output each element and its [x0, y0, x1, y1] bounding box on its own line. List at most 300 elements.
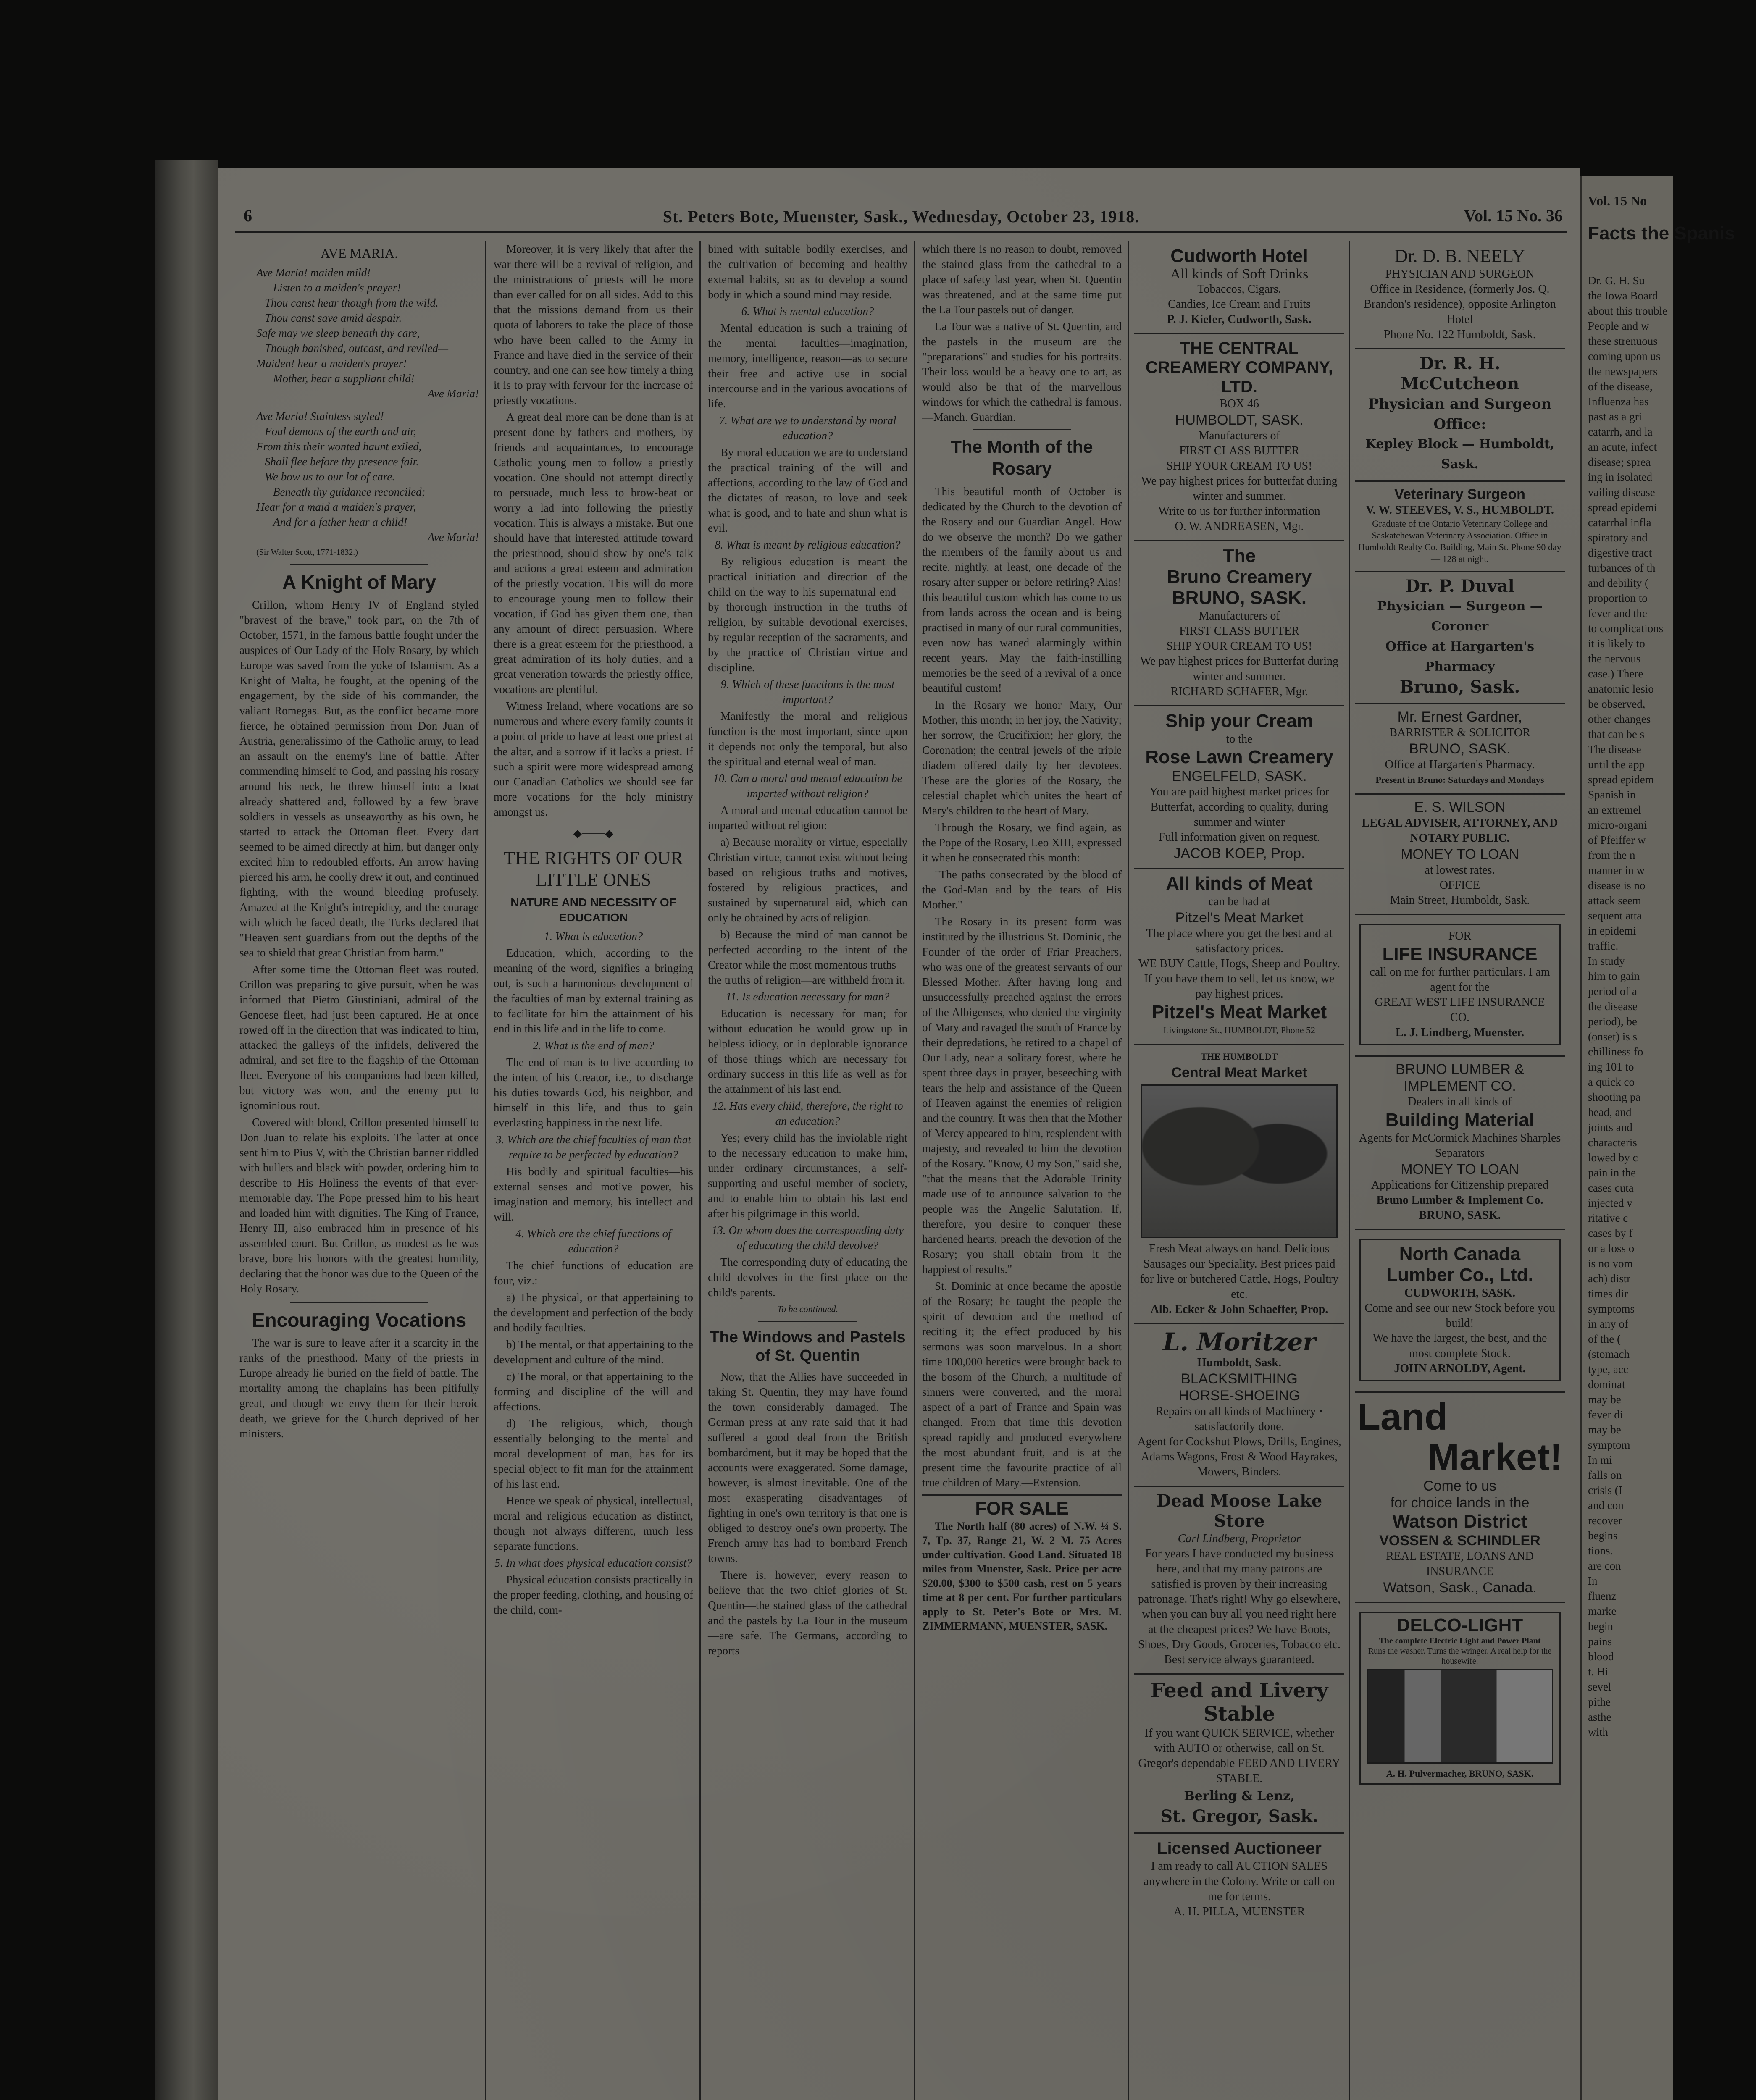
adjacent-text-line: with	[1588, 1726, 1609, 1738]
ad-line: BOX 46	[1219, 397, 1259, 410]
poem-line: Maiden! hear a maiden's prayer!	[256, 357, 407, 370]
ad-line: ENGELFELD, SASK.	[1172, 768, 1307, 784]
ad-title: LIFE INSURANCE	[1382, 944, 1538, 964]
ad-line: SHIP YOUR CREAM TO US!	[1166, 640, 1312, 653]
ad-line: All kinds of Soft Drinks	[1170, 266, 1309, 282]
ad-line: Kepley Block — Humboldt, Sask.	[1365, 437, 1555, 472]
article-paragraph: A moral and mental education cannot be imparted without religion:	[708, 804, 907, 832]
volume-number: Vol. 15 No. 36	[1464, 206, 1563, 225]
ad-line: JOHN ARNOLDY, Agent.	[1394, 1362, 1526, 1375]
ad-line: Present in Bruno: Saturdays and Mondays	[1375, 774, 1544, 785]
ad-line: Carl Lindberg, Proprietor	[1178, 1532, 1301, 1545]
divider	[758, 1321, 857, 1322]
ad-title: Dr. R. H. McCutcheon	[1400, 354, 1519, 394]
ad-line: Livingstone St., HUMBOLDT, Phone 52	[1163, 1025, 1315, 1035]
poem-line: Shall flee before thy presence fair.	[265, 455, 419, 468]
ad-line: Tobaccos, Cigars,	[1197, 283, 1281, 296]
ad-line: MONEY TO LOAN	[1401, 1161, 1519, 1177]
ad-title: Feed and Livery Stable	[1150, 1679, 1328, 1726]
article-paragraph: Covered with blood, Crillon presented himself to Don Juan to relate his exploits. The latter at once sent him to Pius V, with the Christian banner riddled with bullets and black with powder, ordering him to describe to His Holiness the events of that ever-memorable day. The Pope pressed him to his heart and loaded him with dignities. The King of France, Henry III, also embraced him in presence of his assembled court. But Crillon, as modest as he was brave, bore his honors with the greatest humility, declaring that the honor was due to the Queen of the Holy Rosary.	[239, 1116, 479, 1295]
ad-line: FIRST CLASS BUTTER	[1179, 444, 1299, 457]
adjacent-text-line: ing 101 to	[1588, 1060, 1634, 1073]
ad-line: I am ready to call AUCTION SALES anywhere in the Colony. Write or call on me for terms.	[1144, 1860, 1335, 1903]
ad-line: Bruno Lumber & Implement Co. BRUNO, SASK.	[1376, 1194, 1543, 1222]
poem-line: Ave Maria!	[427, 387, 479, 400]
question: 7. What are we to understand by moral education?	[719, 414, 896, 442]
for-sale-text: The North half (80 acres) of N.W. ¼ S. 7, Tp. 37, Range 21, W. 2 M. 75 Acres under cultivation. Good Land. Situated 18 miles from Muenster, Sask. Price per acre $20.00, $300 to $500 cash, rest on 5 years time at 8 per cent. For further particulars apply to St. Peter's Bote or Mrs. M. ZIMMERMANN, MUENSTER, SASK.	[922, 1520, 1122, 1632]
adjacent-text-line: the Iowa Board	[1588, 289, 1658, 302]
adjacent-text-line: that can be s	[1588, 728, 1645, 740]
adjacent-text-line: characteris	[1588, 1136, 1637, 1149]
column-4	[922, 242, 1122, 1635]
ad-line: at lowest rates.	[1425, 864, 1495, 877]
adjacent-text-line: and con	[1588, 1499, 1624, 1512]
life-insurance-ad	[1355, 915, 1565, 1057]
adjacent-text-line: marke	[1588, 1605, 1617, 1617]
article-paragraph: By moral education we are to understand the practical training of the will and affections, according to the law of God and the dictates of reason, to love and seek what is good, and to hate and shun what is evil.	[708, 446, 907, 534]
adjacent-text-line: sequent atta	[1588, 909, 1642, 922]
adjacent-text-line: micro-organi	[1588, 819, 1647, 831]
adjacent-text-line: pains	[1588, 1635, 1612, 1648]
question: 4. Which are the chief functions of education?	[515, 1227, 671, 1255]
article-paragraph: d) The religious, which, though essentially belonging to the mental and moral development of man, has for its special object to fit man for the attainment of his last end.	[494, 1417, 693, 1490]
article-paragraph: The war is sure to leave after it a scarcity in the ranks of the priesthood. Many of the priests in Europe already lie buried on the field of battle. The mortality among the chaplains has been pitifully great, and though we envy them for their heroic death, we grieve for the Church deprived of her ministers.	[239, 1336, 479, 1440]
ad-line: BRUNO, SASK.	[1172, 588, 1307, 608]
adjacent-text-line: period of a	[1588, 985, 1637, 998]
adjacent-text-line: anatomic lesio	[1588, 682, 1654, 695]
question: 2. What is the end of man?	[533, 1039, 654, 1052]
poem-line: Thou canst save amid despair.	[265, 312, 402, 324]
adjacent-text-line: cases by f	[1588, 1227, 1633, 1239]
article-paragraph: "The paths consecrated by the blood of the God-Man and by the tears of His Mother."	[922, 868, 1122, 911]
windows-title: The Windows and Pastels of St. Quentin	[710, 1328, 906, 1365]
ad-line: The complete Electric Light and Power Plant	[1379, 1636, 1541, 1646]
article-paragraph: There is, however, every reason to believe that the two chief glories of St. Quentin—the stained glass of the cathedral and the pastels by La Tour in the museum—are safe. The Germans, according to reports	[708, 1569, 907, 1657]
adjacent-text-line: spread epidem	[1588, 773, 1654, 786]
dr-duval-ad	[1355, 572, 1565, 704]
adjacent-text-line: In study	[1588, 955, 1625, 967]
rose-lawn-creamery-ad	[1134, 706, 1344, 869]
ad-title: Mr. Ernest Gardner,	[1397, 709, 1522, 725]
adjacent-text-line: lowed by c	[1588, 1151, 1638, 1164]
article-paragraph: This beautiful month of October is dedicated by the Church to the devotion of the Rosary and our Guardian Angel. How do we observe the month? Do we gather the members of the family about us and recite, nightly, at least, one decade of the rosary after supper or before retiring? Alas! this beautiful custom which has come to us from lands across the ocean and is being practised in many of our rural communities, even now has waned alarmingly within recent years. May the faith-instilling memories be the seed of a revival of a once beautiful custom!	[922, 485, 1122, 694]
adjacent-text-line: (stomach	[1588, 1348, 1630, 1360]
ad-line: Come to us	[1423, 1478, 1496, 1494]
article-paragraph: Hence we speak of physical, intellectual, moral and religious education as distinct, though not always different, much less separate functions.	[494, 1494, 693, 1552]
adjacent-text-line: blood	[1588, 1650, 1614, 1663]
question: 12. Has every child, therefore, the right to an education?	[712, 1100, 903, 1127]
butcher-shop-illustration	[1141, 1084, 1338, 1238]
ad-line: GREAT WEST LIFE INSURANCE CO.	[1375, 996, 1545, 1024]
ad-line: PHYSICIAN AND SURGEON	[1385, 268, 1535, 281]
rights-title: THE RIGHTS OF OUR LITTLE ONES	[504, 848, 683, 890]
adjacent-text-line: it is likely to	[1588, 637, 1645, 650]
article-paragraph: The chief functions of education are four, viz.:	[494, 1259, 693, 1287]
poem-line: Listen to a maiden's prayer!	[273, 281, 401, 294]
cudworth-hotel-ad	[1134, 242, 1344, 334]
article-paragraph: Through the Rosary, we find again, as the Pope of the Rosary, Leo XIII, expressed it when he consecrated this month:	[922, 821, 1122, 864]
question: 10. Can a moral and mental education be imparted without religion?	[713, 772, 902, 800]
poem-attribution: (Sir Walter Scott, 1771-1832.)	[256, 548, 358, 557]
ad-line: can be had at	[1208, 895, 1270, 908]
ad-line: Fresh Meat always on hand. Delicious Sausages our Speciality. Best prices paid for live or butchered Cattle, Hogs, Poultry etc.	[1140, 1242, 1339, 1301]
adjacent-text-line: crisis (I	[1588, 1484, 1622, 1496]
adjacent-text-line: of the disease,	[1588, 380, 1653, 393]
divider	[290, 1302, 428, 1303]
adjacent-text-line: chilliness fo	[1588, 1045, 1643, 1058]
adjacent-text-line: t. Hi	[1588, 1665, 1609, 1678]
ad-line: A. H. Pulvermacher, BRUNO, SASK.	[1386, 1768, 1534, 1779]
ad-title: L. Moritzer	[1163, 1328, 1316, 1356]
ad-line: Manufacturers of	[1199, 429, 1280, 442]
adjacent-text-line: of Pfeiffer w	[1588, 834, 1646, 846]
article-paragraph: A great deal more can be done than is at present done by fathers and mothers, by friends and acquaintances, to encourage Catholic young men to follow a priestly vocation. One should not attempt directly to persuade, much less to brow-beat or worry a lad into following the priestly vocation. This is always a mistake. But one should have that interested attitude toward the priesthood, should show by one's talk and actions a great esteem and admiration of the priestly vocation. This will do more to encourage young men to follow their vocation, if God has given them one, than any amount of direct persuasion. Where there is a great esteem for the priesthood, a great admiration of its holy duties, and a great veneration towards the priestly office, vocations are plentiful.	[494, 411, 693, 696]
adjacent-text-line: digestive tract	[1588, 546, 1652, 559]
column-rule	[485, 242, 486, 2100]
ad-line: RICHARD SCHAFER, Mgr.	[1170, 685, 1308, 698]
ad-line: Office at Hargarten's Pharmacy	[1385, 639, 1535, 674]
ad-line: BLACKSMITHING	[1181, 1371, 1298, 1387]
rights-subtitle: NATURE AND NECESSITY OF EDUCATION	[510, 896, 676, 924]
land-market-ad	[1355, 1393, 1565, 1603]
article-paragraph: By religious education is meant the practical initiation and direction of the child on the way to his supernatural end—by thorough instruction in the truths of religion, by suitable devotional exercises, by regular reception of the sacraments, and by the practice of Christian virtue and discipline.	[708, 555, 907, 674]
ad-line: SHIP YOUR CREAM TO US!	[1166, 459, 1312, 472]
ad-line: Physician and Surgeon	[1368, 396, 1552, 412]
newspaper-page	[218, 168, 1580, 2100]
ad-line: Come and see our new Stock before you build!	[1364, 1302, 1555, 1330]
ad-line: We pay highest prices for butterfat during winter and summer.	[1141, 475, 1338, 503]
article-paragraph: a) The physical, or that appertaining to the development and perfection of the body and bodily faculties.	[494, 1291, 693, 1334]
article-paragraph: Physical education consists practically in the proper feeding, clothing, and housing of the child, com-	[494, 1573, 693, 1616]
ad-line: BRUNO, SASK.	[1409, 741, 1511, 757]
poem-line: From this their wonted haunt exiled,	[256, 440, 422, 453]
es-wilson-ad	[1355, 795, 1565, 915]
adjacent-text-line: may be	[1588, 1423, 1621, 1436]
adjacent-text-line: vailing disease	[1588, 486, 1655, 499]
adjacent-text-line: may be	[1588, 1393, 1621, 1406]
ad-line: Watson, Sask., Canada.	[1383, 1580, 1537, 1596]
to-be-continued: To be continued.	[777, 1304, 839, 1314]
poem-line: And for a father hear a child!	[273, 516, 407, 528]
knight-title: A Knight of Mary	[282, 571, 436, 593]
poem-line: Hear for a maid a maiden's prayer,	[256, 501, 416, 513]
adjacent-text-line: ach) distr	[1588, 1272, 1631, 1285]
bruno-lumber-ad	[1355, 1057, 1565, 1230]
ad-line: If you want QUICK SERVICE, whether with AUTO or otherwise, call on St. Gregor's dependable FEED AND LIVERY STABLE.	[1138, 1727, 1341, 1785]
adjacent-text-line: recover	[1588, 1514, 1622, 1527]
ad-line: Applications for Citizenship prepared	[1371, 1179, 1549, 1192]
ad-title: Dead Moose Lake Store	[1156, 1491, 1322, 1531]
ad-line: CUDWORTH, SASK.	[1404, 1286, 1516, 1299]
ad-line: We have the largest, the best, and the most complete Stock.	[1372, 1332, 1547, 1360]
ad-line: FOR	[1448, 929, 1472, 942]
pitzel-meat-ad	[1134, 869, 1344, 1045]
adjacent-text-line: fluenz	[1588, 1590, 1617, 1602]
adjacent-text-line: ritative c	[1588, 1212, 1628, 1224]
adjacent-text-line: Influenza has	[1588, 395, 1649, 408]
masthead-title: St. Peters Bote, Muenster, Sask., Wednesday, October 23, 1918.	[662, 207, 1140, 226]
adjacent-text-line: case.) There	[1588, 667, 1643, 680]
ad-line: Humboldt, Sask.	[1197, 1356, 1281, 1369]
poem-line: Ave Maria! Stainless styled!	[256, 410, 384, 423]
ad-line: Building Material	[1385, 1110, 1535, 1130]
column-5-ads	[1134, 242, 1344, 1925]
article-paragraph: bined with suitable bodily exercises, and the cultivation of becoming and healthy external habits, so as to develop a sound body in which a sound mind may reside.	[708, 243, 907, 301]
ad-title: Licensed Auctioneer	[1157, 1839, 1322, 1858]
ave-maria-title: AVE MARIA.	[320, 246, 398, 261]
article-paragraph: Crillon, whom Henry IV of England styled "bravest of the brave," took part, on the 7th of October, 1571, in the famous battle fought under the auspices of Our Lady of the Holy Rosary, by which Europe was saved from the yoke of Islamism. As a Knight of Malta, he fought, at the opening of the engagement, by the side of his commander, the valiant Romegas. But, as the conflict became more fierce, he obtained permission from Don Juan of Austria, generalissimo of the Catholic army, to lead an assault on the enemy's line of battle. After commending himself to God, and passing his rosary around his neck, he threw himself into a boat already shattered and, followed by a few brave soldiers in vessels as unseaworthy as his own, he started to attack the Ottoman fleet. Every dart seemed to be aimed directly at him, but danger only excited him to redoubled efforts. An arrow having pierced his arm, he coolly drew it out, and continued fighting, with the wound bleeding profusely. Amazed at the Knight's intrepidity, and the courage with which he faced death, the Turks declared that "Heaven sent guardians from out the depths of the sea to shield that great Christian from harm."	[239, 598, 479, 959]
adjacent-text-line: disease; sprea	[1588, 456, 1651, 468]
adjacent-text-line: from the n	[1588, 849, 1635, 861]
dead-moose-lake-store-ad	[1134, 1487, 1344, 1675]
ad-title: Land	[1357, 1396, 1448, 1438]
adjacent-text-line: in any of	[1588, 1318, 1628, 1330]
ad-line: For years I have conducted my business here, and that my many patrons are satisfied is proven by their increasing patronage. That's right! Why go elsewhere, when you can buy all you need right here at the cheapest prices? We have Boots, Shoes, Dry Goods, Groceries, Tobacco etc. Best service always guaranteed.	[1138, 1547, 1341, 1666]
adjacent-text-line: the disease	[1588, 1000, 1638, 1013]
ad-line: Dealers in all kinds of	[1408, 1095, 1512, 1108]
adjacent-text-line: The disease	[1588, 743, 1641, 756]
adjacent-text-line: about this trouble	[1588, 304, 1667, 317]
adjacent-page-fragment	[1580, 176, 1735, 2100]
article-paragraph: St. Dominic at once became the apostle of the Rosary; he taught the people the spirit of devotion and the method of reciting it; the effect produced by his sermons was soon marvelous. In a short time 100,000 heretics were brought back to the bosom of the Church, a multitude of sinners were converted, and the moral aspect of a part of France and Spain was changed. From that time this devotion spread rapidly and produced everywhere the most abundant fruit, and is at the present time the favourite practice of all true children of Mary.—Extension.	[922, 1280, 1122, 1489]
ad-line: Watson District	[1392, 1511, 1527, 1532]
adjacent-text-line: be observed,	[1588, 698, 1646, 710]
poem-line: Though banished, outcast, and reviled—	[265, 342, 448, 354]
ad-title: Rose Lawn Creamery	[1145, 747, 1333, 767]
poem-line: We bow us to our lot of care.	[265, 470, 395, 483]
feed-livery-stable-ad	[1134, 1675, 1344, 1834]
adjacent-text-line: begins	[1588, 1529, 1618, 1542]
adjacent-text-line: sevel	[1588, 1680, 1611, 1693]
article-paragraph: Now, that the Allies have succeeded in taking St. Quentin, they may have found the town considerably damaged. The German press at any rate said that it had suffered a good deal from the British bombardment, but it may be hoped that the accounts were exaggerated. Some damage, however, is almost inevitable. One of the most exasperating disadvantages of fighting in one's own territory is that one is obliged to destroy one's own property. The French army has had to bombard French towns.	[708, 1370, 907, 1564]
ad-line: Runs the washer. Turns the wringer. A real help for the housewife.	[1368, 1646, 1552, 1666]
adjacent-text-line: (onset) is s	[1588, 1030, 1637, 1043]
ad-title: Dr. P. Duval	[1405, 576, 1514, 596]
adjacent-text-line: Dr. G. H. Su	[1588, 274, 1645, 287]
ad-line: Main Street, Humboldt, Sask.	[1390, 894, 1530, 907]
article-paragraph: b) The mental, or that appertaining to the development and culture of the mind.	[494, 1338, 693, 1366]
article-paragraph: a) Because morality or virtue, especially Christian virtue, cannot exist without being based on religious truths and motives, fostered by religious practices, and sustained by supernatural aid, which can only be obtained by acts of religion.	[708, 836, 907, 924]
question: 11. Is education necessary for man?	[726, 990, 890, 1003]
ad-line: Agents for McCormick Machines Sharples Separators	[1359, 1131, 1561, 1160]
adjacent-text-line: period), be	[1588, 1015, 1637, 1028]
delco-plant-illustration	[1367, 1669, 1553, 1764]
adjacent-text-line: the nervous	[1588, 652, 1641, 665]
adjacent-text-line: fever di	[1588, 1408, 1623, 1421]
adjacent-text-line: pithe	[1588, 1696, 1611, 1708]
adjacent-text-line: Spanish in	[1588, 788, 1636, 801]
ad-line: MONEY TO LOAN	[1401, 846, 1519, 862]
adjacent-text-line: catarrhal infla	[1588, 516, 1651, 529]
question: 1. What is education?	[544, 930, 643, 942]
ad-line: Agent for Cockshut Plows, Drills, Engines, Adams Wagons, Frost & Wood Hayrakes, Mowers, Binders.	[1137, 1435, 1341, 1478]
ad-line: Physician — Surgeon — Coroner	[1377, 599, 1543, 634]
article-paragraph: The Rosary in its present form was instituted by the illustrious St. Dominic, the Founder of the order of Friar Preachers, who was one of the greatest servants of our Blessed Mother. After having long and unsuccessfully preached against the errors of the Albigenses, who denied the virginity of Mary and ravaged the south of France by their depredations, he retired to a chapel of Our Lady, near a solitary forest, where he spent three days in prayer, beseeching with tears the help and assistance of the Queen of Heaven against the enemies of religion and the country. It was then that the Mother of Mercy appeared to him, resplendent with majesty, and revealed to him the devotion of the Rosary. "Know, O my Son," said she, "that the means that the Adorable Trinity made use of to announce salvation to the people was the Angelic Salutation. If, therefore, you desire to conquer these hardened hearts, preach the devotion of the Rosary; you shall obtain from it the happiest of results."	[922, 915, 1122, 1276]
article-paragraph: Education is necessary for man; for without education he would grow up in helpless idiocy, or in deplorable ignorance of those things which are necessary for ordinary success in this life as well as for the attainment of his last end.	[708, 1007, 907, 1095]
ad-line: Phone No. 122 Humboldt, Sask.	[1384, 328, 1536, 341]
rosary-title: The Month of the Rosary	[951, 437, 1093, 478]
adjacent-text-line: past as a gri	[1588, 410, 1642, 423]
masthead	[235, 202, 1567, 233]
column-rule	[1128, 242, 1129, 2100]
adjacent-text-line: until the app	[1588, 758, 1645, 771]
question: 8. What is meant by religious education?	[715, 538, 901, 551]
article-paragraph: c) The moral, or that appertaining to the forming and discipline of the will and affections.	[494, 1370, 693, 1413]
ad-title: All kinds of Meat	[1166, 873, 1313, 894]
poem-line: Ave Maria! maiden mild!	[256, 266, 371, 279]
column-6-ads	[1355, 242, 1565, 1795]
adjacent-article-title: Facts the Spanis	[1588, 223, 1735, 244]
ad-line: Ship your Cream	[1165, 711, 1314, 731]
adjacent-text-line: turbances of th	[1588, 562, 1656, 574]
column-2	[494, 242, 693, 1619]
ad-line: Berling & Lenz,	[1184, 1789, 1295, 1803]
adjacent-text-line: him to gain	[1588, 970, 1640, 982]
ad-title: North Canada Lumber Co., Ltd.	[1386, 1244, 1533, 1285]
adjacent-text-line: manner in w	[1588, 864, 1645, 877]
ad-line: Manufacturers of	[1199, 609, 1280, 622]
poem-line: Safe may we sleep beneath thy care,	[256, 327, 420, 339]
column-rule	[914, 242, 915, 2100]
ad-line: Office:	[1433, 416, 1486, 433]
ad-line: St. Gregor, Sask.	[1160, 1806, 1318, 1826]
ad-line: LEGAL ADVISER, ATTORNEY, AND NOTARY PUBLIC.	[1362, 816, 1558, 845]
poem-line: Thou canst hear though from the wild.	[265, 297, 439, 309]
adjacent-text-line: a quick co	[1588, 1076, 1635, 1088]
adjacent-text-line: traffic.	[1588, 940, 1619, 952]
delco-light-ad	[1355, 1603, 1565, 1795]
ad-line: Full information given on request.	[1159, 831, 1320, 844]
question: 5. In what does physical education consist?	[494, 1557, 692, 1569]
ave-maria-poem	[256, 265, 479, 560]
ad-line: The	[1222, 546, 1256, 566]
ad-line: OFFICE	[1439, 879, 1480, 892]
article-paragraph: His bodily and spiritual faculties—his external senses and motive power, his imagination and memory, his intellect and will.	[494, 1165, 693, 1223]
poem-line: Beneath thy guidance reconciled;	[273, 486, 426, 498]
adjacent-text-line: is no vom	[1588, 1257, 1633, 1270]
ad-line: for choice lands in the	[1390, 1495, 1530, 1511]
ad-line: Alb. Ecker & John Schaeffer, Prop.	[1150, 1303, 1328, 1316]
for-sale-title: FOR SALE	[975, 1498, 1069, 1519]
ad-line: HUMBOLDT, SASK.	[1175, 412, 1304, 428]
article-paragraph: Education, which, according to the meaning of the word, signifies a bringing out, is such a harmonious development of the faculties of man by external training as to facilitate for him the attainment of his end in this life and in the life to come.	[494, 947, 693, 1035]
article-paragraph: b) Because the mind of man cannot be perfected according to the intent of the Creator while the most momentous truths—the truths of religion—are withheld from it.	[708, 928, 907, 986]
central-meat-market-ad	[1134, 1045, 1344, 1324]
ad-line: Office in Residence, (formerly Jos. Q. Brandon's residence), opposite Arlington Hotel	[1364, 283, 1556, 326]
adjacent-text-line: dominat	[1588, 1378, 1625, 1391]
ad-line: Office at Hargarten's Pharmacy.	[1385, 758, 1535, 771]
licensed-auctioneer-ad	[1134, 1834, 1344, 1925]
ornament-divider: ◆───◆	[573, 827, 614, 840]
ad-line: Repairs on all kinds of Machinery • satisfactorily done.	[1155, 1405, 1323, 1433]
adjacent-text-line: are con	[1588, 1559, 1621, 1572]
adjacent-text-line: or a loss o	[1588, 1242, 1635, 1255]
adjacent-text-line: cases cuta	[1588, 1181, 1634, 1194]
ad-line: Candies, Ice Cream and Fruits	[1168, 298, 1311, 311]
question: 3. Which are the chief faculties of man that require to be perfected by education?	[496, 1133, 691, 1161]
column-rule	[699, 242, 701, 2100]
ad-line: You are paid highest market prices for Butterfat, according to quality, during summer and winter	[1149, 785, 1329, 829]
question: 13. On whom does the corresponding duty of educating the child devolve?	[711, 1224, 904, 1252]
adjacent-page-header: Vol. 15 No	[1588, 193, 1647, 208]
article-paragraph: Moreover, it is very likely that after the war there will be a revival of religion, and the ministrations of priests will be more than ever called for on all sides. Add to this that the missions demand from us their quota of laborers to take the place of those who have been called to the Army in France and have died in the service of their country, and one can see how timely a thing it is to pray with fervour for the increase of priestly vocations.	[494, 243, 693, 407]
adjacent-text-line: attack seem	[1588, 894, 1641, 907]
adjacent-text-line: spiratory and	[1588, 531, 1648, 544]
ad-line: Bruno, Sask.	[1399, 677, 1520, 697]
ad-line: P. J. Kiefer, Cudworth, Sask.	[1167, 313, 1312, 326]
ad-title: DELCO-LIGHT	[1396, 1615, 1523, 1635]
article-paragraph: After some time the Ottoman fleet was routed. Crillon was preparing to give pursuit, when he was informed that Pietro Giustiniani, admiral of the Genoese fleet, had just been captured. He at once rowed off in the direction that was indicated to him, attacked the galleys of the infidels, delivered the admiral, and set fire to the flagship of the Ottoman fleet. Everyone of his companions had been killed, but victory was won, and the enemy put to ignominious rout.	[239, 963, 479, 1112]
adjacent-text-line: ing in isolated	[1588, 471, 1652, 483]
ad-line: We pay highest prices for Butterfat during winter and summer.	[1140, 655, 1339, 683]
north-canada-lumber-ad	[1355, 1230, 1565, 1393]
column-1	[239, 242, 479, 1443]
ad-title: Bruno Creamery	[1167, 567, 1312, 587]
ad-title: BRUNO LUMBER & IMPLEMENT CO.	[1395, 1061, 1525, 1094]
ad-line: WE BUY Cattle, Hogs, Sheep and Poultry. If you have them to sell, let us know, we pay highest prices.	[1138, 957, 1341, 1000]
adjacent-text-line: catarrh, and la	[1588, 425, 1653, 438]
adjacent-text-line: spread epidemi	[1588, 501, 1657, 514]
ad-line: Graduate of the Ontario Veterinary College and Saskatchewan Veterinary Association. Office in Humboldt Realty Co. Building, Main St. Phone 90 day — 128 at night.	[1358, 518, 1561, 564]
ad-line: REAL ESTATE, LOANS AND INSURANCE	[1386, 1550, 1534, 1578]
article-paragraph: The corresponding duty of educating the child devolves in the first place on the child's parents.	[708, 1256, 907, 1299]
adjacent-text-line: People and w	[1588, 320, 1649, 332]
adjacent-text-line: symptoms	[1588, 1302, 1635, 1315]
adjacent-text-line: of the (	[1588, 1333, 1621, 1345]
ad-line: L. J. Lindberg, Muenster.	[1395, 1026, 1525, 1039]
vocations-title: Encouraging Vocations	[252, 1309, 467, 1331]
ad-title: Cudworth Hotel	[1170, 246, 1308, 266]
dr-mccutcheon-ad	[1355, 349, 1565, 482]
ad-title: E. S. WILSON	[1414, 799, 1506, 815]
adjacent-text-line: type, acc	[1588, 1363, 1628, 1376]
adjacent-text-line: shooting pa	[1588, 1091, 1641, 1103]
adjacent-article-text	[1588, 273, 1672, 1740]
adjacent-text-line: the newspapers	[1588, 365, 1658, 378]
ad-line: BARRISTER & SOLICITOR	[1389, 726, 1530, 739]
adjacent-text-line: tions.	[1588, 1544, 1613, 1557]
ad-title: THE CENTRAL CREAMERY COMPANY, LTD.	[1146, 339, 1333, 396]
article-paragraph: The end of man is to live according to the intent of his Creator, i.e., to discharge his duties towards God, his neighbor, and himself in this life, and thus to gain everlasting happiness in the next life.	[494, 1056, 693, 1129]
ad-line: V. W. STEEVES, V. S., HUMBOLDT.	[1366, 504, 1554, 517]
adjacent-text-line: joints and	[1588, 1121, 1632, 1134]
adjacent-text-line: asthe	[1588, 1711, 1611, 1723]
page-number: 6	[244, 206, 252, 225]
article-paragraph: Manifestly the moral and religious function is the most important, since upon it depends not only the temporal, but also the spiritual and eternal weal of man.	[708, 710, 907, 768]
adjacent-text-line: head, and	[1588, 1106, 1632, 1118]
article-paragraph: Yes; every child has the inviolable right to the necessary education to make him, under ordinary circumstances, a self-supporting and useful member of society, and to enable him to obtain his last end after his pilgrimage in this world.	[708, 1131, 907, 1220]
column-3	[708, 242, 907, 1660]
question: 6. What is mental education?	[741, 305, 874, 318]
ad-title: Central Meat Market	[1171, 1065, 1307, 1081]
adjacent-text-line: In mi	[1588, 1454, 1612, 1466]
adjacent-text-line: proportion to	[1588, 592, 1648, 604]
ad-title: Dr. D. B. NEELY	[1394, 246, 1525, 266]
article-paragraph: which there is no reason to doubt, removed the stained glass from the cathedral to a place of safety last year, when St. Quentin was threatened, and at the same time put the La Tour pastels out of danger.	[922, 243, 1122, 316]
central-creamery-ad	[1134, 334, 1344, 541]
article-paragraph: La Tour was a native of St. Quentin, and the pastels in the museum are the "preparations" and studies for his portraits. Their loss would be a heavy one to art, as would also be that of the marvellous windows for which the cathedral is famous.—Manch. Guardian.	[922, 320, 1122, 423]
ad-line: FIRST CLASS BUTTER	[1179, 625, 1299, 638]
ernest-gardner-ad	[1355, 704, 1565, 795]
adjacent-text-line: in epidemi	[1588, 924, 1636, 937]
divider	[290, 564, 428, 565]
poem-line: Mother, hear a suppliant child!	[273, 372, 415, 385]
ad-title: Veterinary Surgeon	[1394, 486, 1525, 502]
article-paragraph: Witness Ireland, where vocations are so numerous and where every family counts it a point of pride to have at least one priest at the altar, and a sorrow if it lacks a priest. If such a spirit were more widespread among our Canadian Catholics we should see far more vocations for the holy ministry amongst us.	[494, 700, 693, 818]
ad-line: A. H. PILLA, MUENSTER	[1173, 1905, 1305, 1918]
adjacent-text-line: to complications	[1588, 622, 1664, 635]
dr-neely-ad	[1355, 242, 1565, 349]
